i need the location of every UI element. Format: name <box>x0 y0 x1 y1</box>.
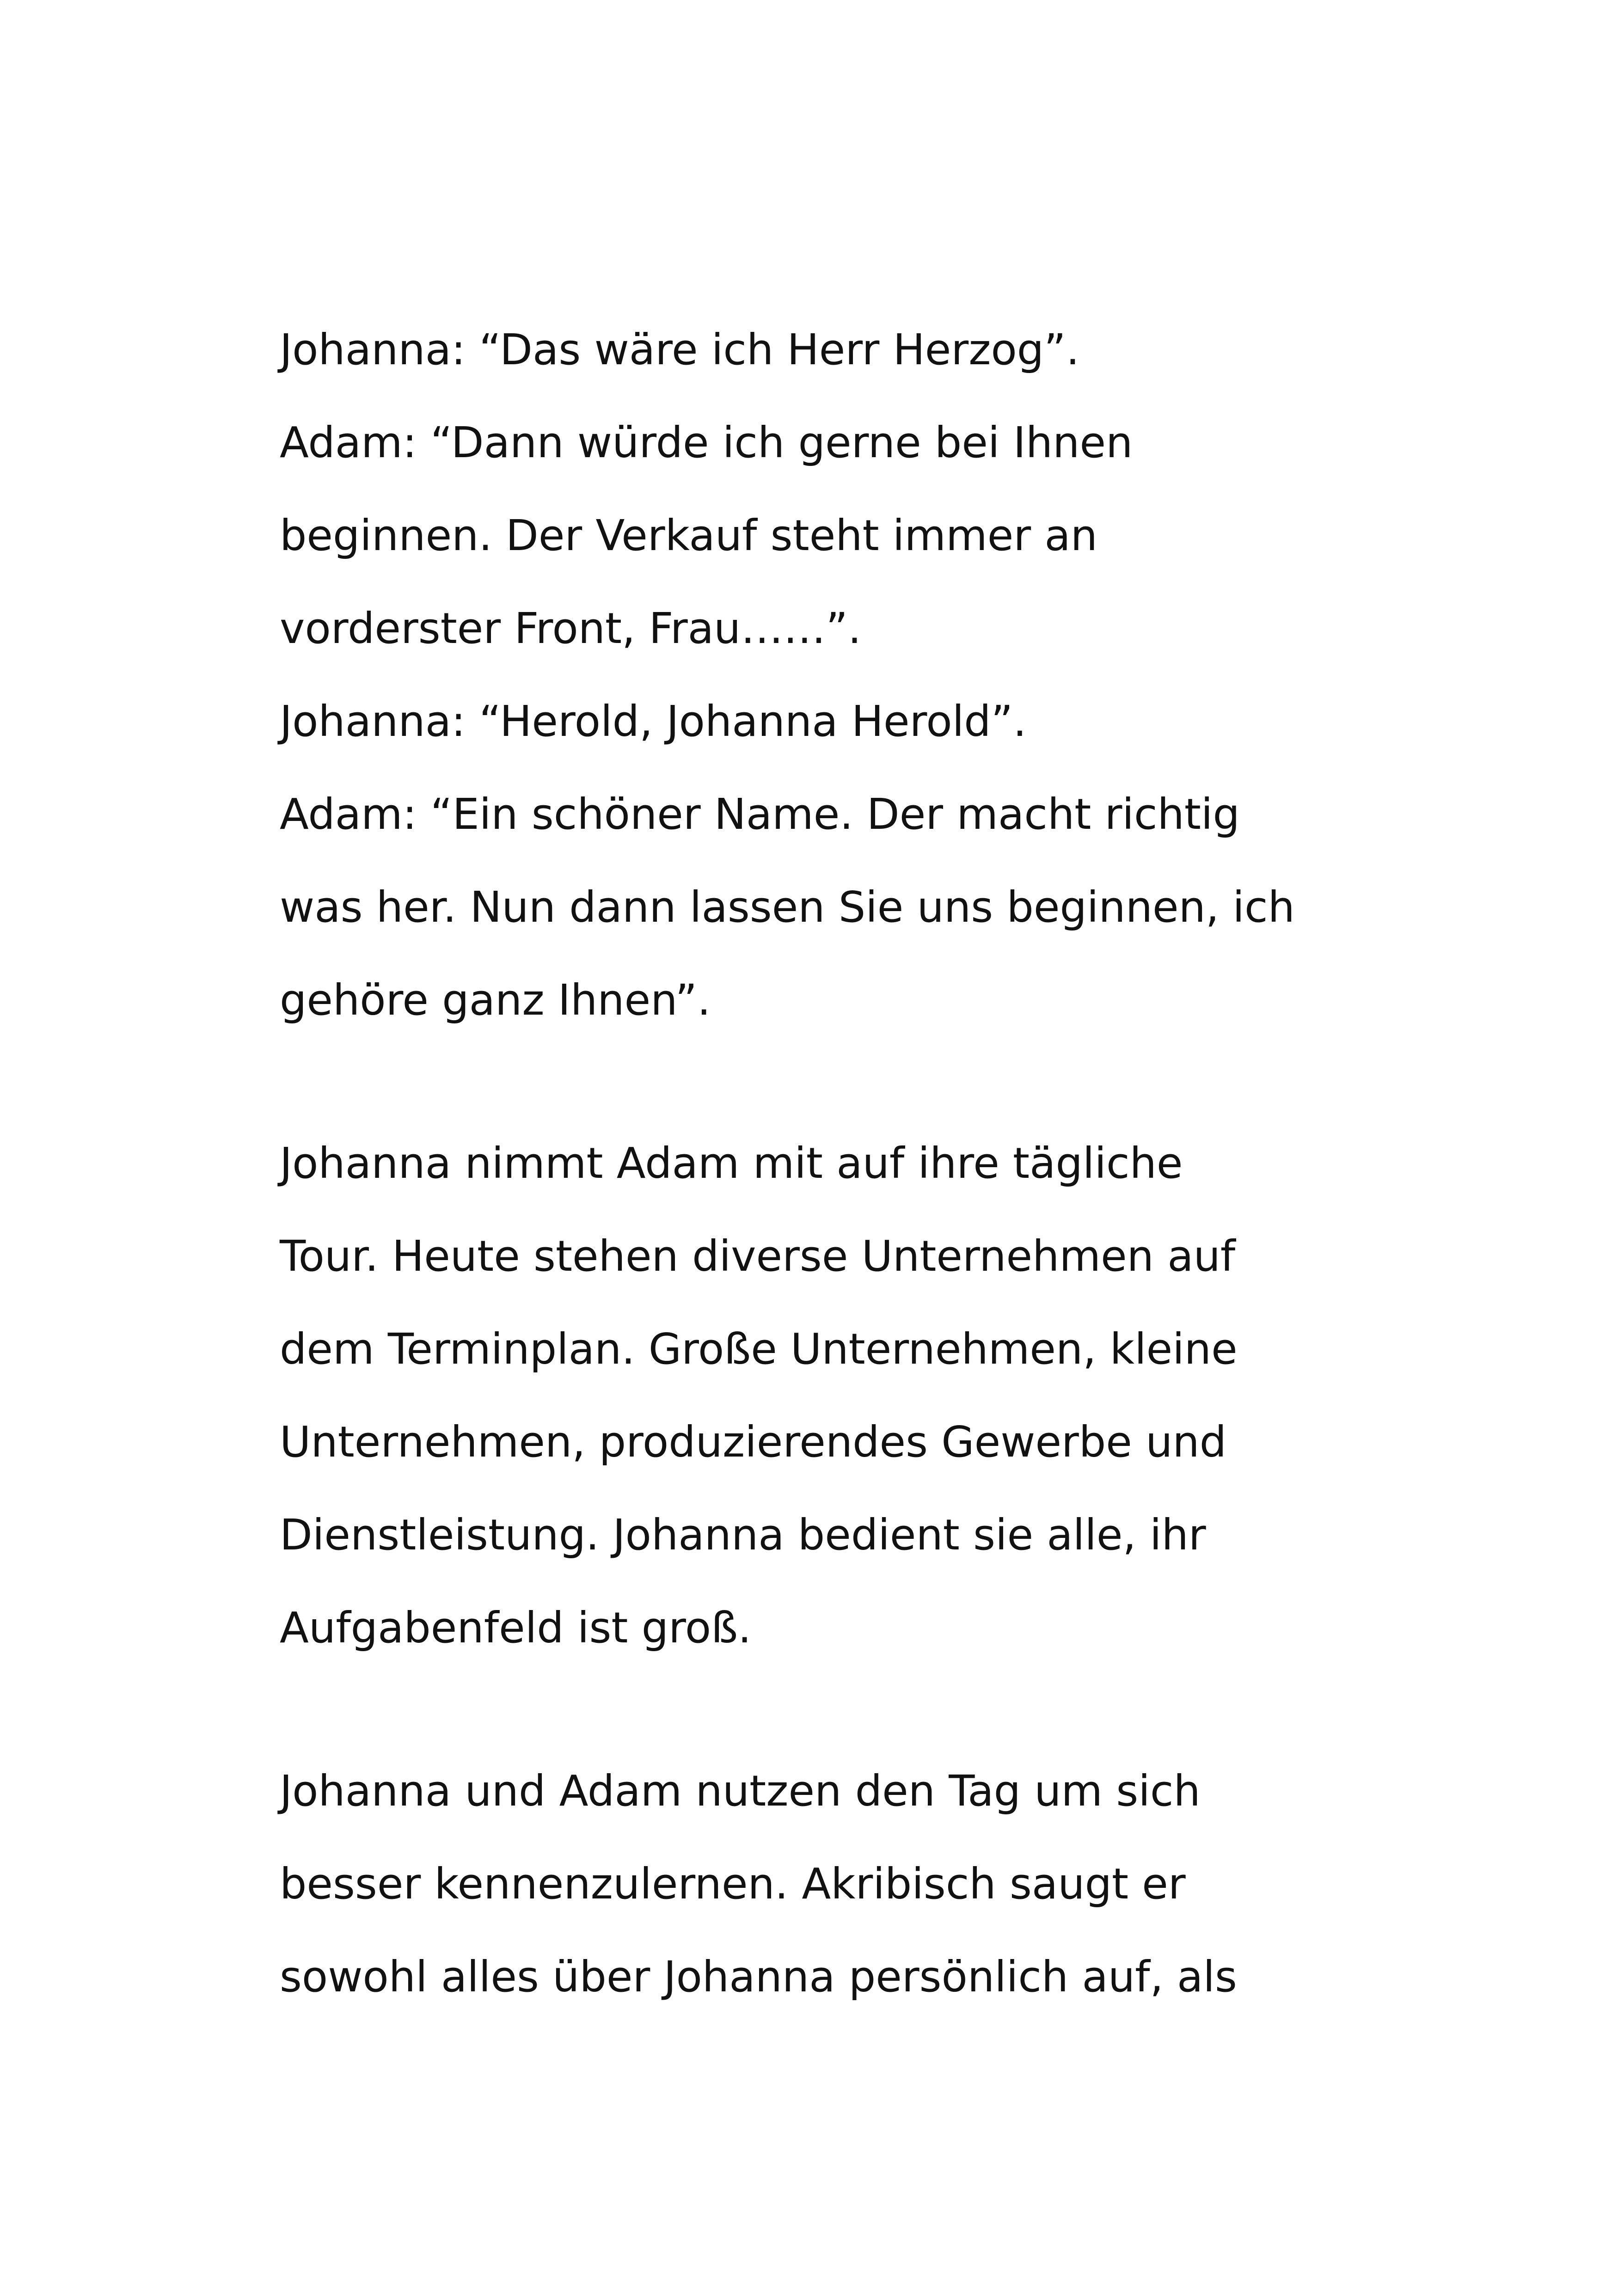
text-line: dem Terminplan. Große Unternehmen, kleine <box>280 1324 1238 1374</box>
text-line: Johanna und Adam nutzen den Tag um sich <box>280 1766 1201 1816</box>
text-line: Adam: “Dann würde ich gerne bei Ihnen <box>280 418 1133 467</box>
text-line: sowohl alles über Johanna persönlich auf, als <box>280 1952 1237 2002</box>
text-line: beginnen. Der Verkauf steht immer an <box>280 511 1098 560</box>
text-line: was her. Nun dann lassen Sie uns beginnen, ich <box>280 882 1295 932</box>
text-line: besser kennenzulernen. Akribisch saugt er <box>280 1859 1186 1909</box>
text-line: Johanna nimmt Adam mit auf ihre tägliche <box>280 1139 1183 1188</box>
narrative-paragraph <box>280 1745 1389 2023</box>
text-line: gehöre ganz Ihnen”. <box>280 975 711 1025</box>
text-line: Tour. Heute stehen diverse Unternehmen auf <box>280 1231 1236 1281</box>
text-line: vorderster Front, Frau……”. <box>280 604 862 653</box>
text-line: Unternehmen, produzierendes Gewerbe und <box>280 1417 1227 1467</box>
text-line: Aufgabenfeld ist groß. <box>280 1603 752 1653</box>
text-line: Johanna: “Das wäre ich Herr Herzog”. <box>280 325 1080 374</box>
text-line: Dienstleistung. Johanna bedient sie alle, ihr <box>280 1510 1206 1560</box>
narrative-paragraph <box>280 1117 1389 1674</box>
text-line: Johanna: “Herold, Johanna Herold”. <box>280 697 1027 746</box>
dialogue-paragraph <box>280 303 1389 1047</box>
text-line: Adam: “Ein schöner Name. Der macht richtig <box>280 790 1240 839</box>
